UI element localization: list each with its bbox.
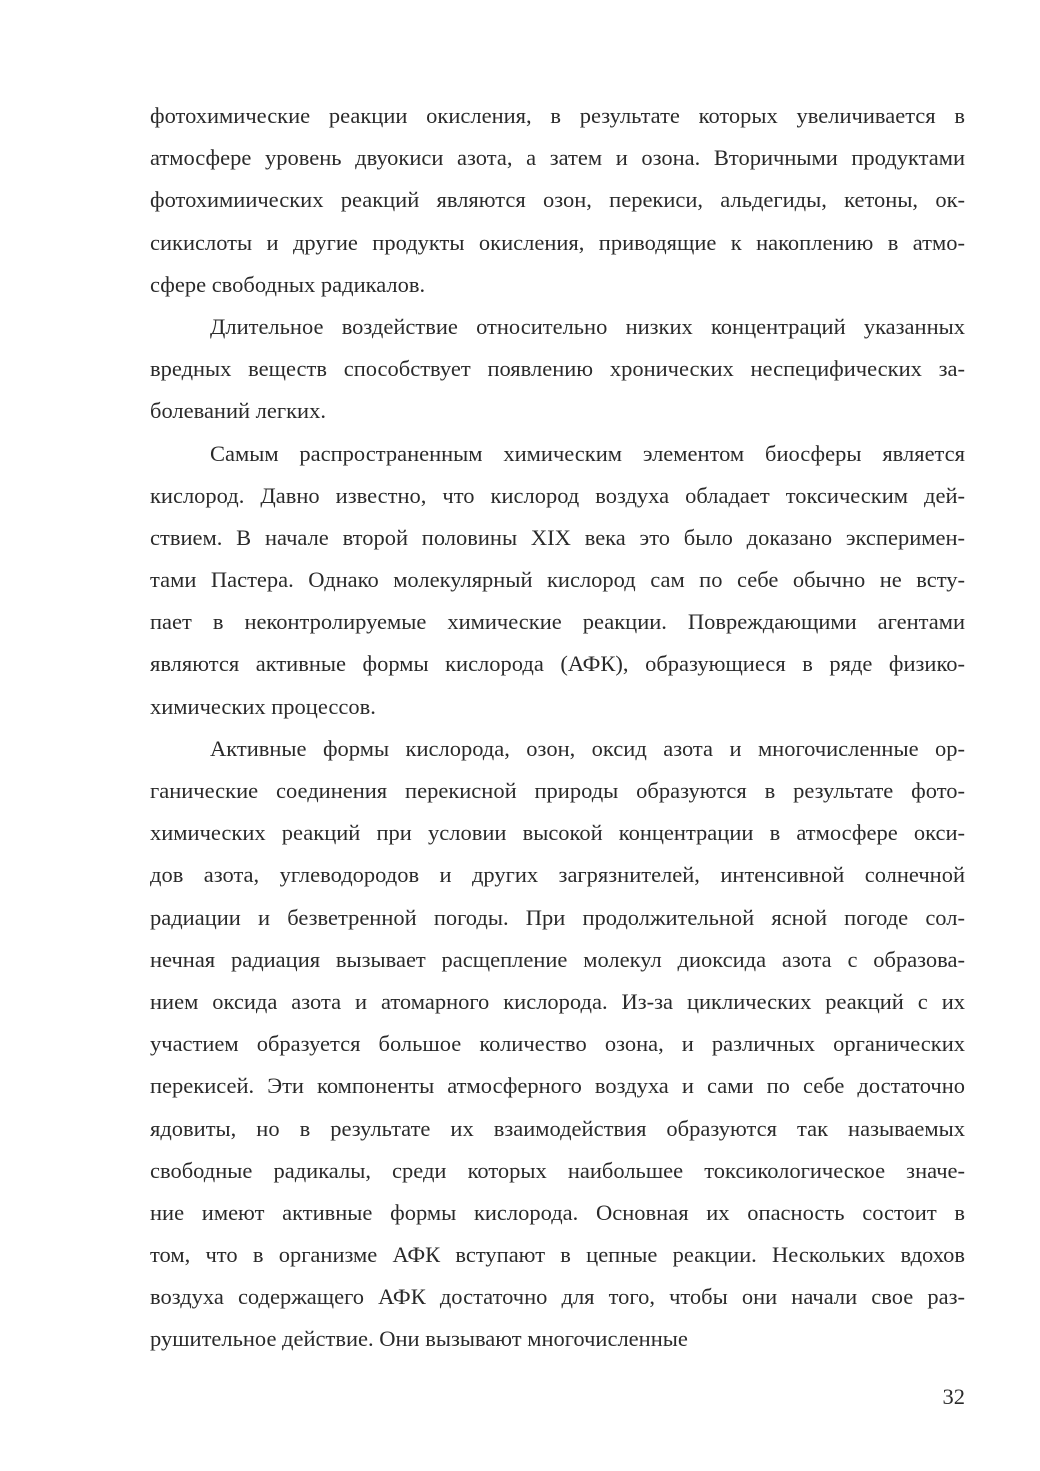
text-line: ствием. В начале второй половины XIX века это было доказано эксперимен- (150, 524, 965, 550)
text-line: ние имеют активные формы кислорода. Основная их опасность состоит в (150, 1199, 965, 1225)
text-line: фотохимические реакции окисления, в результате которых увеличивается в (150, 103, 965, 128)
paragraph-2 (150, 306, 965, 433)
paragraph-4 (150, 728, 965, 1361)
text-line: дов азота, углеводородов и других загрязнителей, интенсивной солнечной (150, 862, 965, 888)
text-line: являются активные формы кислорода (АФК), образующиеся в ряде физико- (150, 651, 965, 677)
paragraph-1 (150, 95, 965, 306)
text-line: кислород. Давно известно, что кислород воздуха обладает токсическим дей- (150, 482, 965, 508)
text-line: том, что в организме АФК вступают в цепные реакции. Нескольких вдохов (150, 1242, 965, 1268)
text-line: ядовиты, но в результате их взаимодействия образуются так называемых (150, 1115, 965, 1141)
text-line: Самым распространенным химическим элементом биосферы является (210, 440, 965, 466)
body-text (150, 95, 965, 1361)
text-line: перекисей. Эти компоненты атмосферного воздуха и сами по себе достаточно (150, 1073, 965, 1099)
text-line: нечная радиация вызывает расщепление молекул диоксида азота с образова- (150, 946, 965, 972)
text-line: химических процессов. (150, 693, 376, 719)
text-line: нием оксида азота и атомарного кислорода. Из-за циклических реакций с их (150, 988, 965, 1014)
paragraph-3 (150, 433, 965, 728)
page-number: 32 (942, 1384, 965, 1409)
text-line: свободные радикалы, среди которых наибольшее токсикологическое значе- (150, 1157, 965, 1183)
text-line: тами Пастера. Однако молекулярный кислород сам по себе обычно не всту- (150, 567, 965, 593)
text-line: воздуха содержащего АФК достаточно для того, чтобы они начали свое раз- (150, 1284, 965, 1310)
text-line: фотохимиических реакций являются озон, перекиси, альдегиды, кетоны, ок- (150, 187, 965, 213)
text-line: вредных веществ способствует появлению хронических неспецифических за- (150, 356, 965, 382)
text-line: Активные формы кислорода, озон, оксид азота и многочисленные ор- (210, 735, 965, 761)
text-line: участием образуется большое количество озона, и различных органических (150, 1031, 965, 1057)
text-line: сфере свободных радикалов. (150, 271, 426, 297)
text-line: ганические соединения перекисной природы образуются в результате фото- (150, 778, 965, 803)
text-line: химических реакций при условии высокой концентрации в атмосфере окси- (150, 820, 965, 846)
text-line: болеваний легких. (150, 398, 326, 424)
text-line: атмосфере уровень двуокиси азота, а затем и озона. Вторичными продуктами (150, 145, 965, 171)
text-line: сикислоты и другие продукты окисления, приводящие к накоплению в атмо- (150, 229, 965, 255)
text-line: Длительное воздействие относительно низких концентраций указанных (210, 313, 965, 339)
text-line: рушительное действие. Они вызывают многочисленные (150, 1326, 688, 1352)
text-line: пает в неконтролируемые химические реакции. Повреждающими агентами (150, 609, 965, 635)
text-line: радиации и безветренной погоды. При продолжительной ясной погоде сол- (150, 904, 965, 930)
